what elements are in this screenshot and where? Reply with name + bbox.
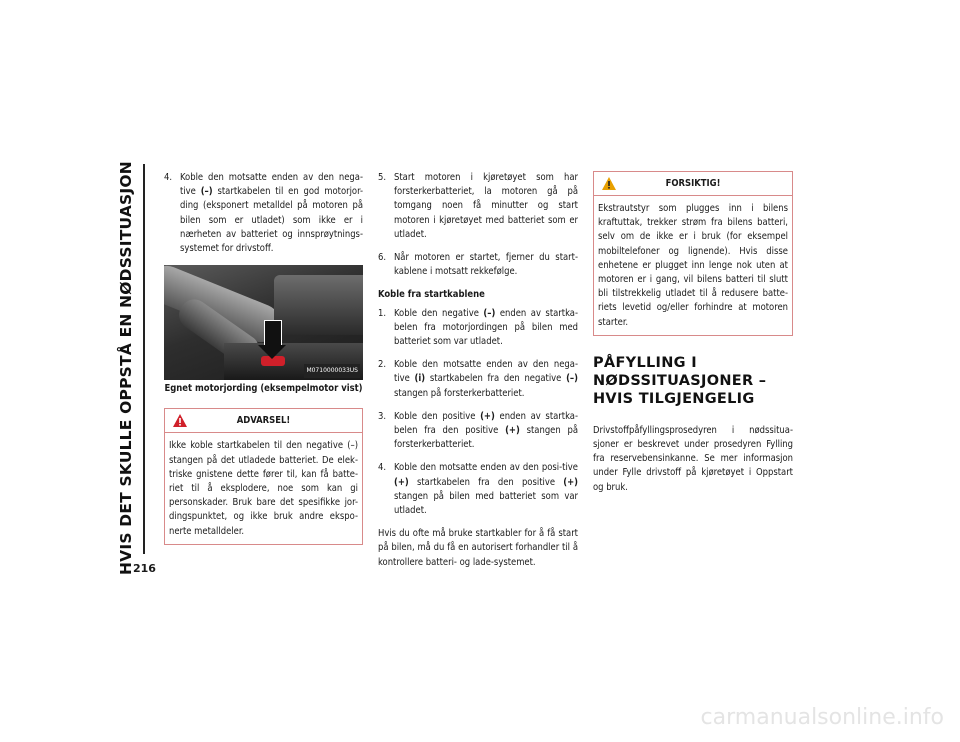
step-number: 1. — [378, 307, 387, 319]
photo-engine-block — [274, 275, 363, 335]
warning-header — [165, 409, 362, 433]
step-6 — [378, 251, 578, 279]
arrow-down-icon — [264, 320, 282, 348]
step-number: 2. — [378, 359, 387, 371]
step-number: 4. — [378, 462, 387, 474]
section-heading: PÅFYLLING I NØDSSITUASJONER – HVIS TILGJENGELIG — [593, 354, 767, 407]
warning-title: ADVARSEL! — [236, 415, 291, 427]
closing-paragraph: Hvis du ofte må bruke startkabler for å få start på bilen, må du få en autorisert forhandler til å kontrollere batteri- og lade-systemet. — [378, 528, 578, 568]
page-number: 216 — [133, 562, 156, 575]
step-number: 4. — [164, 172, 173, 183]
step-text: Koble den motsatte enden av den posi-tive (+) startkabelen fra den positive (+) stangen på bilen med batteriet som var utladet. — [394, 462, 578, 517]
step-text: Start motoren i kjøretøyet som har forsterkerbatteriet, la motoren gå på tomgang noen få minutter og start motoren i kjøretøyet med batteriet som er utladet. — [394, 172, 578, 240]
disconnect-step-3 — [378, 410, 578, 453]
caution-header — [594, 172, 792, 196]
step-text: Koble den motsatte enden av den nega-tive (–) startkabelen til en god motorjor-ding (eksponert metalldel på motoren på bilen som er utladet) som ikke er i nærheten av batteriet og innsprøytnings-systemet for drivstoff. — [180, 172, 363, 255]
step-number: 5. — [378, 172, 387, 183]
image-code: M0710000033US — [304, 364, 360, 378]
caution-box — [593, 171, 793, 336]
disconnect-step-2 — [378, 358, 578, 401]
engine-ground-photo — [164, 265, 363, 380]
caution-triangle-icon — [601, 176, 617, 191]
disconnect-step-1 — [378, 307, 578, 350]
column-3 — [593, 171, 793, 504]
arrow-head-icon — [258, 345, 286, 359]
column-2 — [378, 171, 578, 579]
warning-box — [164, 408, 363, 544]
caution-text: Ekstrautstyr som plugges inn i bilens kraftuttak, trekker strøm fra bilens batteri, selv om de ikke er i bruk (for eksempel mobiltelefoner og lignende). Hvis disse enhetene er plugget inn lenge nok uten at motoren er i gang, vil bilens batteri til slutt bli tilstrekkelig utladet til å redusere batte-riets levetid og/eller forhindre at motoren starter. — [598, 203, 788, 328]
column-1 — [164, 171, 363, 545]
photo-caption: Egnet motorjording (eksempelmotor vist) — [164, 383, 363, 395]
watermark: carmanualsonline.info — [700, 705, 944, 730]
warning-triangle-icon — [172, 413, 188, 428]
subheading-disconnect: Koble fra startkablene — [378, 289, 485, 301]
step-text: Når motoren er startet, fjerner du start-kablene i motsatt rekkefølge. — [394, 252, 578, 278]
side-chapter-title: HVIS DET SKULLE OPPSTÅ EN NØDSSITUASJON — [117, 161, 135, 575]
side-divider-line — [143, 164, 145, 554]
disconnect-step-4 — [378, 461, 578, 518]
step-text: Koble den motsatte enden av den nega-tive (i) startkabelen fra den negative (–) stangen på forsterkerbatteriet. — [394, 359, 578, 399]
section-paragraph: Drivstoffpåfyllingsprosedyren i nødssitua-sjoner er beskrevet under prosedyren Fylling fra reservebensinkanne. Se mer informasjon under Fylle drivstoff på kjøretøyet i Oppstart og bruk. — [593, 424, 793, 493]
step-text: Koble den positive (+) enden av startka-belen fra den positive (+) stangen på forsterkerbatteriet. — [394, 410, 578, 451]
step-4 — [164, 171, 363, 256]
warning-text: Ikke koble startkabelen til den negative (–) stangen på det utladede batteriet. De elek-triske gnistene dette fører til, kan få batte-riet til å eksplodere, noe som kan gi personskader. Bruk bare det spesifikke jor-dingspunktet, og ikke bruk andre ekspo-nerte metalldeler. — [169, 440, 358, 537]
step-number: 3. — [378, 410, 387, 422]
step-text: Koble den negative (–) enden av startka-belen fra motorjordingen på bilen med batteriet som var utladet. — [394, 307, 578, 348]
caution-title: FORSIKTIG! — [665, 178, 721, 189]
step-5 — [378, 171, 578, 242]
step-number: 6. — [378, 252, 387, 264]
